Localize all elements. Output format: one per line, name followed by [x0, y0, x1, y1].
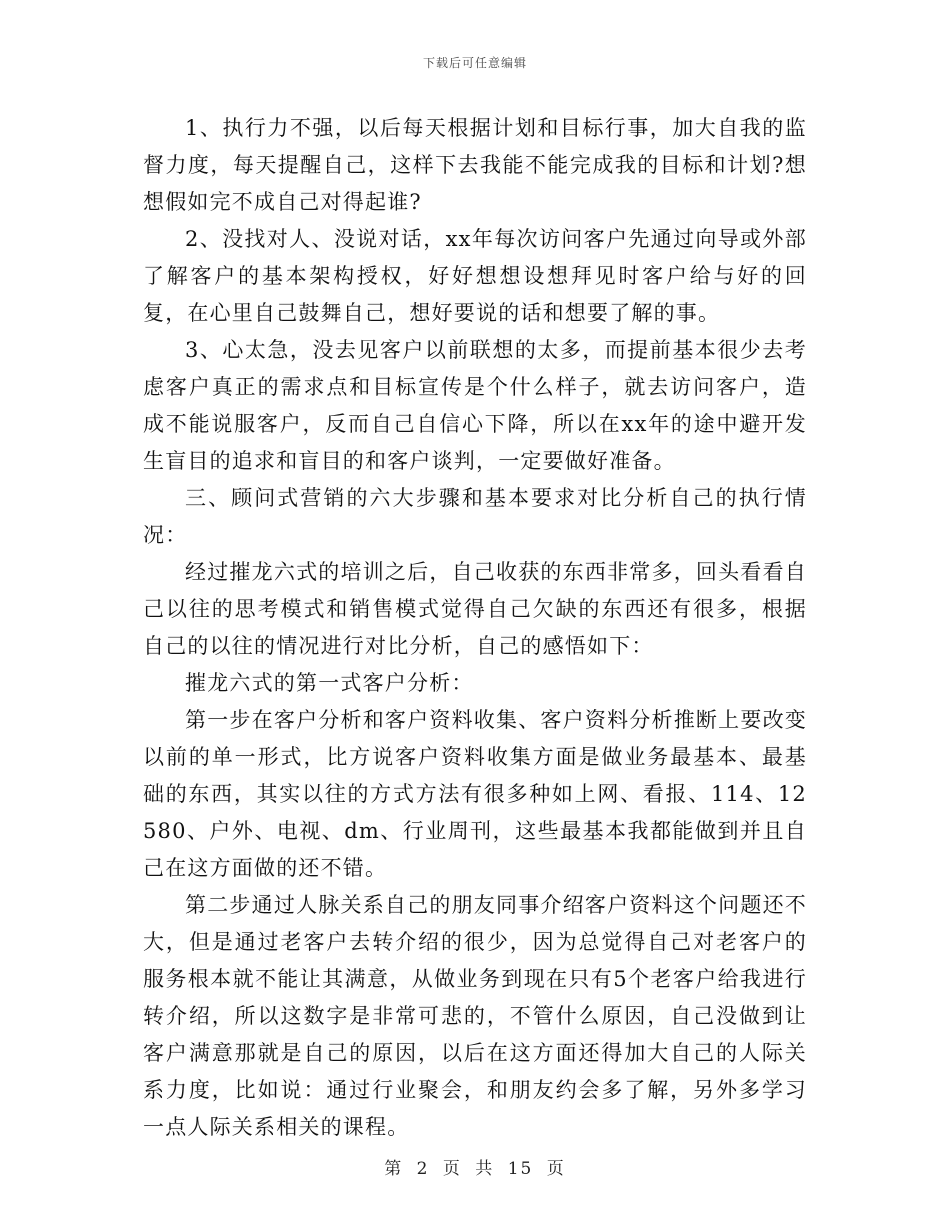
paragraph-3: 3、心太急，没去见客户以前联想的太多，而提前基本很少去考虑客户真正的需求点和目标宣传是个什么样子，就去访问客户，造成不能说服客户，反而自己自信心下降，所以在xx年的途中避开发生盲目的追求和盲目的和客户谈判，一定要做好准备。: [143, 338, 807, 473]
paragraph-1: 1、执行力不强，以后每天根据计划和目标行事，加大自我的监督力度，每天提醒自己，这样下去我能不能完成我的目标和计划?想想假如完不成自己对得起谁?: [143, 116, 807, 214]
document-body: [143, 110, 807, 1146]
paragraph-2: 2、没找对人、没说对话，xx年每次访问客户先通过向导或外部了解客户的基本架构授权，好好想想设想拜见时客户给与好的回复，在心里自己鼓舞自己，想好要说的话和想要了解的事。: [143, 227, 807, 325]
section-heading-3: 三、顾问式营销的六大步骤和基本要求对比分析自己的执行情况：: [143, 486, 807, 547]
page-header-note: 下载后可任意编辑: [422, 56, 527, 70]
paragraph-intro: 经过摧龙六式的培训之后，自己收获的东西非常多，回头看看自己以往的思考模式和销售模式觉得自己欠缺的东西还有很多，根据自己的以往的情况进行对比分析，自己的感悟如下：: [143, 560, 807, 658]
page-number: 第 2 页 共 15 页: [384, 1159, 566, 1179]
subheading-customer-analysis: 摧龙六式的第一式客户分析：: [185, 671, 474, 695]
paragraph-step-2: 第二步通过人脉关系自己的朋友同事介绍客户资料这个问题还不大，但是通过老客户去转介绍的很少，因为总觉得自己对老客户的服务根本就不能让其满意，从做业务到现在只有5个老客户给我进行转介绍，所以这数字是非常可悲的，不管什么原因，自己没做到让客户满意那就是自己的原因，以后在这方面还得加大自己的人际关系力度，比如说：通过行业聚会，和朋友约会多了解，另外多学习一点人际关系相关的课程。: [143, 893, 807, 1139]
paragraph-step-1: 第一步在客户分析和客户资料收集、客户资料分析推断上要改变以前的单一形式，比方说客户资料收集方面是做业务最基本、最基础的东西，其实以往的方式方法有很多种如上网、看报、114、12580、户外、电视、dm、行业周刊，这些最基本我都能做到并且自己在这方面做的还不错。: [143, 708, 807, 880]
